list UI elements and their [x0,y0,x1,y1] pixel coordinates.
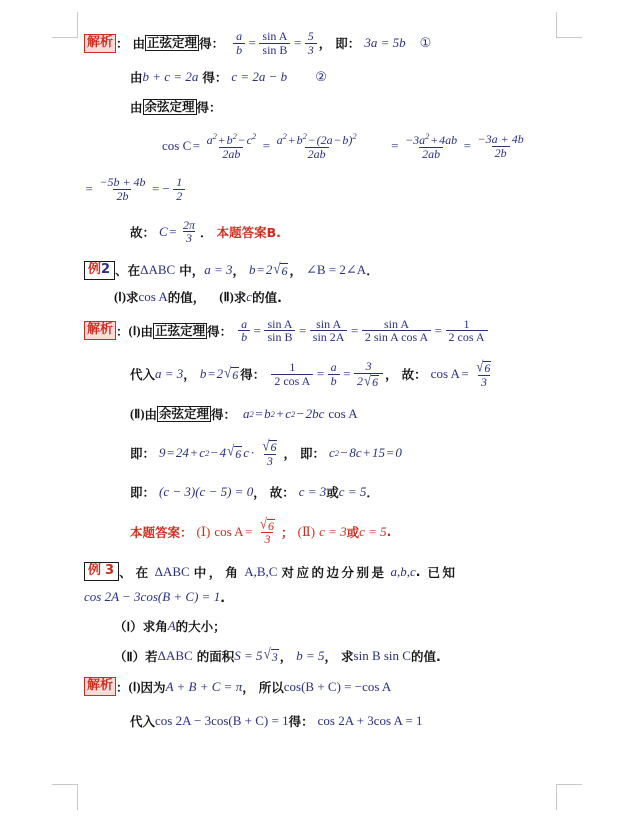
li-num-2: 2 [101,261,111,277]
frac-nu-a: a [236,29,243,43]
frac-nu-sinA: sin A [262,29,288,43]
ex1-result-1: 3a = 5b [364,35,406,51]
comma-3d: ， [242,679,255,695]
ji-label-ex2-1: 即： [130,445,156,461]
ex2-part2-suffix: 的值. [252,289,282,305]
ex3-S-value: S = 5 √ 3 [234,645,278,664]
yinwei-3: 因为 [140,679,166,695]
dun-3: 、 [119,564,132,580]
you-label-2: 由 [130,70,143,86]
ex2-quadratic: c 2 − 8c + 15 = 0 [329,444,402,460]
ex2-c-val-1: c = 3 [298,484,327,500]
colon-2: ： [116,323,129,339]
ex2-answer-c1: c = 3 [319,523,347,539]
you-label-ex2: 由 [140,323,154,339]
li-char-2: 例 [88,261,102,277]
f6-de: 2 [173,189,185,203]
comma-ex2-2: ， [385,367,398,383]
ex3-part2-label: （Ⅱ） [114,650,146,664]
example3-condition-line [84,589,584,605]
de-label-3b: 得： [288,714,314,729]
t2-de: b [328,374,340,388]
comma-3b: ， [279,649,293,664]
s4-de: 2 sin A cos A [362,330,431,344]
angles-3: A,B,C [244,563,278,579]
ex2-part1-suffix: 的值， [167,289,206,305]
ex3-angle-sum: A + B + C = π [165,678,243,694]
ex2-factored: (c − 3)(c − 5) = 0 [159,484,254,500]
huo-ex2: 或 [326,485,339,501]
ex2-part1-text: 求 [126,289,139,305]
colon-3: ： [116,679,129,695]
crop-mark-bottom-left [52,784,78,810]
v1-de: 3 [264,454,276,468]
f6-nu: 1 [176,175,183,190]
s5-de: 2 cos A [446,330,488,344]
ex2-sol-part2-label: (Ⅱ) [130,406,145,421]
ex2-cosA-result: cos A = √ 6 3 [431,360,498,389]
comma-3a: ， [208,564,222,580]
triangle-abc-3: ΔABC [154,563,190,579]
ex1-eq-1: $\frac{a}{b}$ = $\frac{\text{sin A}}{\text{sin B}}$ = $\frac{5}{3}$ [231,30,319,56]
example2-tag [84,261,115,280]
gu-label-ex2: 故： [401,367,427,383]
ex2-answer-p1: (Ⅰ) [196,523,211,539]
triangle-abc-2: ΔABC [140,262,176,278]
t3-de: 2 √ 6 [354,373,383,389]
circle-mark-2: ② [315,69,327,85]
comma-ex2-1: ， [183,367,196,383]
ex2-sub-chain: $\frac{1}{\text{2 cos A}}$ = $\frac{a}{b}$ = 3 2 √ 6 [269,360,385,389]
frac-nu-5: 5 [307,29,314,43]
ex2-part1-label: (Ⅰ) [114,289,127,304]
ex3-qiu: 求 [341,649,354,664]
t1-de: 2 cos A [271,374,313,388]
dairu-3: 代入 [130,714,156,729]
de-label-ex2: 得： [207,323,233,339]
f4-nu: −3a + 4b [477,132,524,147]
cosA-label-ex2: cos A [430,366,460,382]
f3-de: 2ab [419,147,443,161]
ex3-part1-expr: A [167,618,176,633]
ex3-solution-line-2 [84,712,584,730]
ex3-part1-label: （Ⅰ） [114,620,143,634]
de-label-ex2-2: 得： [240,367,266,383]
s4-nu: sin A [383,316,409,331]
s2-nu: sin A [267,316,293,331]
zhong-3: 中 [193,564,209,580]
li-num-3: 3 [105,563,115,578]
frac-de-3: 3 [305,43,317,57]
de-label-2: 得： [202,70,228,86]
f5-nu: −5b + 4b [99,175,146,190]
frac-de-sinB: sin B [259,43,290,57]
t2-nu: a [330,360,337,375]
semicolon-ex2: ； [281,524,294,540]
example2-subquestions-line [84,288,584,306]
ex2-solution-line-2 [84,357,584,390]
f2-nu: $a^2 + b^2 - (2a - b)^2$ [276,131,357,148]
ex3-triangle: ΔABC [157,648,193,663]
f5-de: 2b [113,189,131,203]
sides-3: a,b,c [390,563,416,579]
crop-mark-top-left [52,12,78,38]
ex3-expr: sin B sin C [353,648,411,663]
ex3-part1-prefix: 求角 [142,619,168,634]
given-angleB-2: ∠B = 2∠A [306,262,367,278]
ex1-given-2: b + c = 2a [142,69,199,85]
ji-label-ex2-2: 即： [300,445,326,461]
suoyi-3: 所以 [258,679,284,695]
example3-sub1-line [84,617,584,635]
dun-2: 、 [115,263,128,279]
ex2-part1-expr: cos A [138,288,168,304]
jiexi-tag-2: 解析 [84,321,116,340]
gu-label: 故： [130,224,156,240]
s3-nu: sin A [316,316,342,331]
comma-ex2-3: ， [283,445,296,461]
given-b-2: b = 2 √ 6 [249,259,288,278]
cosine-rule-box-1: 余弦定理 [144,99,195,115]
f2-de: 2ab [305,147,329,161]
s2-de: sin B [264,330,295,344]
huo-ex2-ans: 或 [346,524,360,540]
example3-tag [84,562,119,581]
ex2-part2-label: (Ⅱ) [219,289,234,304]
ex2-answer-c2: c = 5 [359,523,387,539]
example2-statement-line [84,261,584,280]
de-label-ex2-3: 得： [211,406,237,422]
ex2-sol-part1-label: (Ⅰ) [128,323,141,338]
ex2-answer-line [84,517,584,546]
colon-1: ： [116,36,129,52]
comma-2a: ， [232,263,245,279]
t3-nu: 3 [365,358,372,373]
ex2-c-val-2: c = 5 [338,484,367,500]
frac-de-b: b [233,43,245,57]
ex1-cosC-formula-line [84,132,584,160]
ex3-sub-eq: cos 2A − 3cos(B + C) = 1 [155,713,289,728]
w1-nu: √ 6 [259,515,275,533]
ex3-mianji: 的面积 [196,649,235,664]
ex2-solution-line-3 [84,405,584,423]
ex2-sub-a: a = 3 [155,366,184,382]
ex1-C-value: C = $\frac{2\pi}{3}$ [159,219,200,245]
ex1-conclusion-line [84,219,584,245]
comma-2b: ， [289,263,302,279]
ex3-condition: cos 2A − 3cos(B + C) = 1 [84,589,221,604]
you-label-3: 由 [130,100,143,116]
w1-de: 3 [261,532,273,546]
f1-nu: $a^2 + b^2 - c^2$ [206,131,257,148]
example3-statement-line-1 [84,562,584,581]
ex3-cos-identity: cos(B + C) = −cos A [283,678,392,694]
s1-nu: a [241,316,248,331]
ex1-solution-line-1 [84,30,584,56]
comma-3c: ， [324,649,338,664]
ex3-dezhi: 的值. [410,649,441,664]
ex1-cosC-final: = $\frac{-5b + 4b}{2b}$ = − $\frac{1}{2}$ [84,176,187,202]
ex2-part2-expr: c [246,288,253,304]
yizhi-3: 已知 [427,564,458,580]
ex3-sol-part1-label: (Ⅰ) [128,679,141,694]
s3-de: sin 2A [310,330,348,344]
ex1-cosC-final-line [84,176,584,202]
ex2-answer-label: 本题答案： [130,524,193,540]
jiexi-tag-3: 解析 [84,677,116,696]
you-label-1: 由 [132,36,146,52]
ex2-cosine-eq: a 2 = b 2 + c 2 − 2bc cos A [243,405,358,421]
li-char-3: 例 [88,563,102,578]
ex2-answer-cosA: cos A = √ 6 3 [214,517,281,546]
ex2-sine-chain: $\frac{a}{b}$ = $\frac{\text{sin A}}{\text{sin B}}$ = $\frac{\text{sin A}}{\sin 2A}$ = $\frac{\text{sin A}}{\text{2 sin A cos A}}$ = $\frac{1}{\text{2 cos A}}$ [236,318,489,344]
dairu-label-ex2: 代入 [130,367,156,383]
sine-rule-box-1: 正弦定理 [147,35,198,51]
ex3-part1-suffix: 的大小； [175,619,226,634]
crop-mark-bottom-right [556,784,582,810]
period-1: ． [200,224,213,240]
given-a-2: a = 3 [204,262,233,278]
period-3b: . [220,589,225,605]
cosC-label: cos C [162,138,192,154]
ex1-solution-line-3 [84,98,584,116]
de-label-1: 得： [199,36,225,52]
ex2-solution-line-4 [84,436,584,468]
C-nu: 2π [183,217,196,232]
you-label-ex2-3: 由 [144,406,157,422]
zai-2: 在 [127,263,141,279]
ji-label-ex2-3: 即： [130,485,156,501]
ex2-eq-expand: 9 = 24 + c 2 − 4 √ 6 c · √ 6 3 [159,439,283,468]
zhong-2: 中， [179,263,205,279]
ex2-solution-line-1 [84,318,584,344]
ex3-sub-result: cos 2A + 3cos A = 1 [317,713,423,728]
period-ex2-ans: . [386,524,392,540]
C-de: 3 [183,231,195,245]
s5-nu: 1 [463,316,470,331]
zai-3: 在 [135,564,151,580]
ex2-sub-b: b = 2 √ 6 [199,363,239,383]
ex2-part2-text: 求 [233,289,247,305]
page-content [84,30,584,732]
ex2-answer-p2: (Ⅱ) [297,523,316,539]
jiao-3: 角 [225,564,241,580]
period-3a: . [415,564,421,579]
comma-1: ， [318,36,332,52]
period-ex2: ． [366,485,379,501]
period-2: ． [366,263,379,279]
ex3-solution-line-1 [84,677,584,696]
gu-label-ex2-2: 故： [269,485,295,501]
f4-de: 2b [492,146,510,160]
ex1-cosC-chain-2: = $\frac{-3a^2 + 4ab}{2ab}$ = $\frac{-3a + 4b}{2b}$ [390,132,529,160]
t1-nu: 1 [289,360,296,375]
duiying-3: 对应的边分别是 [281,564,387,580]
v1-nu: √ 6 [262,436,277,455]
cosine-rule-box-2: 余弦定理 [159,405,210,421]
sine-rule-box-2: 正弦定理 [155,322,206,338]
ex2-solution-line-5 [84,483,584,501]
ex1-answer-text: 本题答案B. [216,224,281,240]
jiexi-tag: 解析 [84,34,116,53]
example3-sub2-line [84,647,584,665]
circle-mark-1: ① [419,35,432,51]
ji-label-1: 即： [335,36,361,52]
ex1-result-2: c = 2a − b [231,69,288,85]
comma-ex2-4: ， [253,485,266,501]
u1-nu: √ 6 [476,357,491,376]
f3-nu: $-3a^2 + 4ab$ [405,131,458,148]
ex1-solution-line-2 [84,68,584,86]
f1-de: 2ab [219,147,243,161]
ex1-cosC-chain: cos C = $\frac{a^2 + b^2 - c^2}{2ab}$ = $\frac{a^2 + b^2 - (2a - b)^2}{2ab}$ [162,132,362,160]
ex3-b-value: b = 5 [296,648,325,663]
s1-de: b [238,330,250,344]
ex3-ruo: 若 [145,649,158,664]
u1-de: 3 [478,375,490,389]
de-label-3: 得： [196,100,222,116]
